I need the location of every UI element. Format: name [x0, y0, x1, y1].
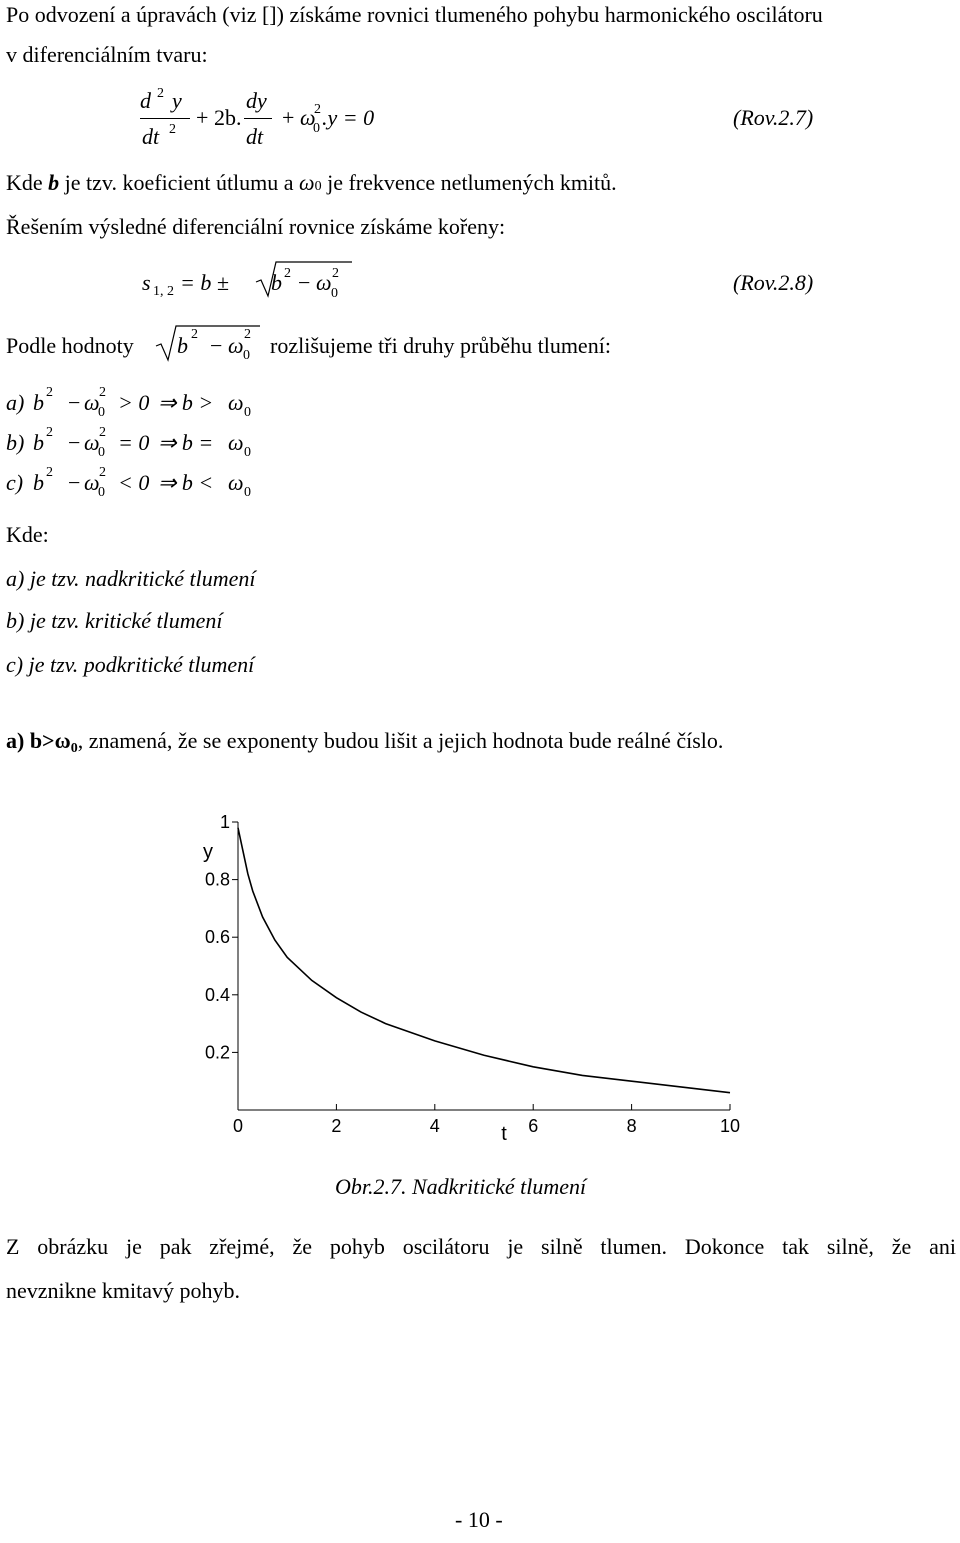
x-tick-label: 4	[429, 1116, 440, 1136]
eq7-label: (Rov.2.7)	[733, 105, 814, 130]
bold-statement-sub: 0	[70, 741, 78, 756]
case-omega: ω	[84, 430, 100, 455]
podle-b: b	[177, 333, 188, 358]
eq7-coef: 2b.	[214, 105, 242, 130]
conclusion-text-1: Z obrázku je pak zřejmé, že pohyb oscilátoru je silně tlumen. Dokonce tak silně, že ani	[6, 1234, 956, 1259]
y-tick-label: 0.8	[204, 869, 230, 890]
kde-prefix: Kde	[6, 170, 49, 195]
case-omega-end: ω	[228, 390, 244, 415]
eq7-frac1-line	[140, 118, 190, 119]
podle-omega-sub: 0	[243, 348, 250, 363]
case-omega-end-sub: 0	[244, 445, 251, 460]
eq7-omega: ω	[300, 105, 316, 130]
x-axis-label: t	[501, 1123, 507, 1145]
kde-b: b	[48, 170, 60, 195]
x-tick-label: 2	[331, 1116, 342, 1136]
page-number: - 10 -	[455, 1507, 503, 1532]
case-rel: = 0	[118, 430, 150, 455]
case-b-sup: 2	[46, 385, 53, 400]
case-b-sup: 2	[46, 425, 53, 440]
bold-statement-lead: a) b>ω	[6, 728, 71, 753]
eq8-omega-sup: 2	[332, 266, 339, 281]
case-omega: ω	[84, 390, 100, 415]
y-tick-label: 0.6	[204, 927, 230, 948]
x-tick-label: 10	[719, 1116, 741, 1136]
x-tick-label: 0	[232, 1116, 244, 1136]
kde-suffix: je frekvence netlumených kmitů.	[321, 170, 617, 195]
kde-middle: je tzv. koeficient útlumu a	[59, 170, 300, 195]
eq7-num1-sup: 2	[157, 86, 164, 101]
intro-line-2: v diferenciálním tvaru:	[6, 42, 208, 67]
case-omega-end-sub: 0	[244, 485, 251, 500]
case-minus: −	[68, 390, 81, 415]
kde-heading: Kde:	[6, 522, 49, 547]
figure-caption: Obr.2.7. Nadkritické tlumení	[335, 1174, 587, 1199]
eq8-label: (Rov.2.8)	[733, 270, 814, 295]
type-a: a) je tzv. nadkritické tlumení	[6, 566, 256, 591]
conclusion-line-1	[6, 1232, 956, 1262]
y-axis-label: y	[203, 841, 213, 863]
case-omega-sub: 0	[98, 485, 105, 500]
eq8-b-sup: 2	[284, 266, 291, 281]
eq7-tail: .y = 0	[322, 105, 375, 130]
case-impl: ⇒ b <	[158, 470, 214, 495]
bold-statement-rest: , znamená, že se exponenty budou lišit a jejich hodnota bude reálné číslo.	[77, 728, 724, 753]
kde-omega-sub: 0	[314, 179, 322, 194]
eq7-omega-sup: 2	[314, 102, 321, 117]
case-omega-sup: 2	[99, 385, 106, 400]
bold-statement	[6, 726, 723, 764]
podle-minus: −	[210, 333, 223, 358]
eq7-plus-1: +	[196, 105, 209, 130]
case-omega-end: ω	[228, 470, 244, 495]
case-letter: c)	[6, 470, 24, 495]
case-letter: b)	[6, 430, 25, 455]
kde-line	[6, 168, 617, 202]
series-line	[238, 828, 730, 1093]
eq8-body: = b ±	[180, 270, 229, 295]
eq7-omega-sub: 0	[313, 121, 320, 136]
eq8-s: s	[142, 270, 151, 295]
x-tick-label: 6	[528, 1116, 539, 1136]
eq7-den1-sup: 2	[169, 122, 176, 137]
case-omega-sub: 0	[98, 405, 105, 420]
case-letter: a)	[6, 390, 25, 415]
eq7-num2: dy	[246, 88, 267, 113]
case-omega-sup: 2	[99, 465, 106, 480]
eq8-minus: −	[298, 270, 311, 295]
case-omega: ω	[84, 470, 100, 495]
intro-line-1: Po odvození a úpravách (viz []) získáme rovnici tlumeného pohybu harmonického oscilátoru	[6, 2, 823, 27]
eq7-num1-d: d	[140, 88, 151, 113]
case-minus: −	[68, 470, 81, 495]
podle-prefix: Podle hodnoty	[6, 333, 134, 358]
kde-omega: ω	[299, 170, 315, 195]
y-tick-label: 0.4	[204, 984, 230, 1005]
case-b: b	[33, 470, 44, 495]
case-impl: ⇒ b >	[158, 390, 214, 415]
x-tick-label: 8	[626, 1116, 637, 1136]
eq8-b: b	[271, 270, 282, 295]
damping-chart	[190, 810, 750, 1150]
type-b: b) je tzv. kritické tlumení	[6, 608, 223, 633]
case-omega-sup: 2	[99, 425, 106, 440]
case-omega-end: ω	[228, 430, 244, 455]
eq7-frac2-line	[244, 118, 272, 119]
eq7-num1-y: y	[172, 88, 182, 113]
podle-omega-sup: 2	[244, 327, 251, 342]
case-b: b	[33, 430, 44, 455]
y-tick-label: 0.2	[204, 1042, 230, 1063]
case-minus: −	[68, 430, 81, 455]
reseni-line: Řešením výsledné diferenciální rovnice získáme kořeny:	[6, 214, 506, 239]
eq7-den1: dt	[142, 124, 160, 149]
y-tick-label: 1	[219, 812, 230, 832]
type-c: c) je tzv. podkritické tlumení	[6, 652, 255, 677]
podle-omega: ω	[228, 333, 244, 358]
case-omega-sub: 0	[98, 445, 105, 460]
case-impl: ⇒ b =	[158, 430, 214, 455]
case-b: b	[33, 390, 44, 415]
eq7-den2: dt	[246, 124, 264, 149]
case-rel: < 0	[118, 470, 150, 495]
case-b-sup: 2	[46, 465, 53, 480]
eq8-s-sub: 1, 2	[153, 284, 174, 299]
case-rel: > 0	[118, 390, 150, 415]
case-omega-end-sub: 0	[244, 405, 251, 420]
eq8-omega: ω	[316, 270, 332, 295]
eq7-plus-2: +	[282, 105, 295, 130]
conclusion-line-2: nevznikne kmitavý pohyb.	[6, 1278, 241, 1303]
podle-b-sup: 2	[191, 327, 198, 342]
eq8-omega-sub: 0	[331, 286, 338, 301]
podle-suffix: rozlišujeme tři druhy průběhu tlumení:	[270, 333, 611, 358]
